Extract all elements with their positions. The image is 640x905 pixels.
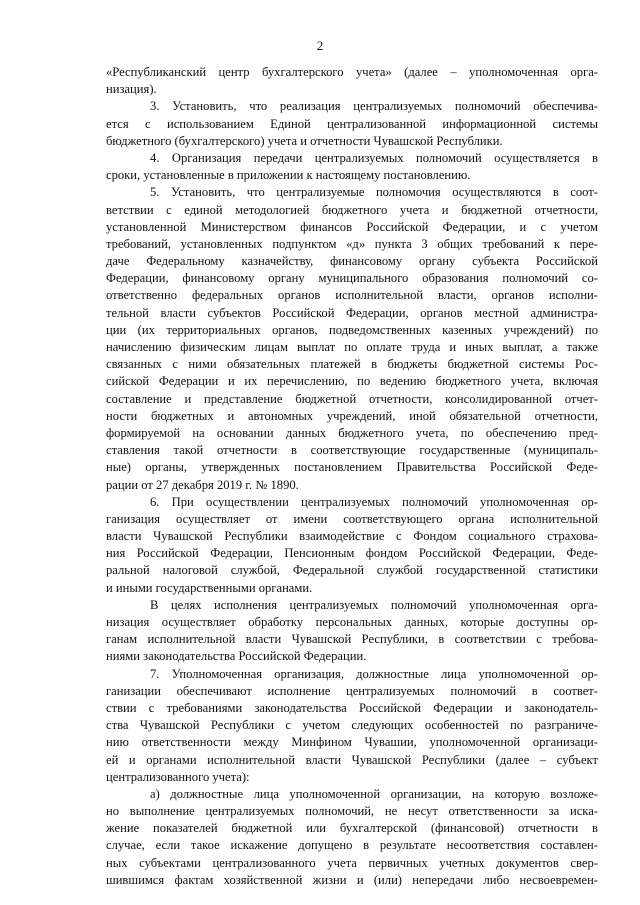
- text-line: шившимся фактам хозяйственной жизни и (или) непередачи либо несвоевремен-: [106, 872, 598, 887]
- text-line: и иными государственными органами.: [106, 580, 313, 595]
- text-line: рации от 27 декабря 2019 г. № 1890.: [106, 477, 299, 492]
- text-line: низация).: [106, 82, 157, 97]
- text-line: 6. При осуществлении централизуемых полномочий уполномоченная ор-: [150, 494, 598, 509]
- text-line: ставления такой отчетности в соответствующие государственные (муниципаль-: [106, 443, 598, 458]
- text-line: централизованного учета):: [106, 769, 250, 784]
- text-line: «Республиканский центр бухгалтерского учета» (далее – уполномоченная орга-: [106, 65, 598, 79]
- text-line: низация осуществляет обработку персональных данных, которые доступны ор-: [106, 615, 598, 629]
- document-body: [106, 64, 598, 889]
- text-line: ральной налоговой службой, Федеральной службой государственной статистики: [106, 563, 598, 578]
- text-line: ния Российской Федерации, Пенсионным фондом Российской Федерации, Феде-: [106, 546, 598, 561]
- text-line: ниями законодательства Российской Федерации.: [106, 649, 367, 664]
- text-line: В целях исполнения централизуемых полномочий уполномоченная орга-: [150, 597, 598, 612]
- text-line: ности бюджетных и автономных учреждений, иной обязательной отчетности,: [106, 408, 598, 423]
- text-line: установленной Министерством финансов Российской Федерации, и с учетом: [106, 219, 598, 234]
- text-line: ответственно федеральных органов исполнительной власти, органов исполни-: [106, 288, 598, 303]
- text-line: даче Федеральному казначейству, финансовому органу субъекта Российской: [106, 254, 598, 269]
- page-number: 2: [316, 38, 324, 53]
- text-line: 5. Установить, что централизуемые полномочия осуществляются в соот-: [150, 185, 598, 200]
- text-line: нию ответственности между Минфином Чувашии, уполномоченной организаци-: [106, 735, 598, 750]
- text-line: начислению физическим лицам выплат по оплате труда и иных выплат, а также: [106, 340, 598, 354]
- text-line: связанных с ними обязательных платежей в бюджеты бюджетной системы Рос-: [106, 357, 598, 372]
- text-line: случае, если такое искажение допущено в результате несоответствия составлен-: [106, 838, 598, 853]
- text-line: тельной власти субъектов Российской Федерации, органов местной администра-: [106, 305, 598, 320]
- text-line: требований, установленных подпунктом «д» пункта 3 общих требований к пере-: [106, 236, 598, 251]
- text-line: власти Чувашской Республики взаимодействие с Фондом социального страхова-: [106, 529, 598, 544]
- text-line: Федерации, финансовому органу муниципального образования полномочий со-: [106, 271, 598, 286]
- text-line: ные) органы, утвержденных постановлением Правительства Российской Феде-: [106, 460, 598, 475]
- text-line: бюджетного (бухгалтерского) учета и отчетности Чувашской Республики.: [106, 133, 503, 148]
- text-line: ется с использованием Единой централизованной информационной системы: [106, 116, 598, 131]
- text-line: ветствии с единой методологией бюджетного учета и бюджетной отчетности,: [106, 202, 598, 217]
- text-line: ганам исполнительной власти Чувашской Республики, в соответствии с требова-: [106, 632, 598, 647]
- text-line: формируемой на основании данных бюджетного учета, по обеспечению пред-: [106, 425, 598, 440]
- text-line: составление и представление бюджетной отчетности, консолидированной отчет-: [106, 391, 598, 406]
- text-line: ствии с требованиями законодательства Российской Федерации и законодатель-: [106, 700, 598, 715]
- text-line: ства Чувашской Республики с учетом следующих особенностей по разграниче-: [106, 718, 598, 733]
- text-line: 3. Установить, что реализация централизуемых полномочий обеспечива-: [150, 99, 598, 114]
- text-line: 7. Уполномоченная организация, должностные лица уполномоченной ор-: [150, 666, 598, 681]
- text-line: ции (их территориальных органов, подведомственных казенных учреждений) по: [106, 322, 598, 337]
- text-line: ганизации обеспечивают исполнение централизуемых полномочий в соответ-: [106, 683, 598, 698]
- text-line: а) должностные лица уполномоченной организации, на которую возложе-: [150, 786, 598, 801]
- text-line: ных субъектами централизованного учета первичных учетных документов свер-: [106, 855, 598, 870]
- text-line: сроки, установленные в приложении к настоящему постановлению.: [106, 168, 471, 183]
- text-line: ей и органами исполнительной власти Чувашской Республики (далее – субъект: [106, 752, 598, 767]
- text-line: жение показателей бюджетной или бухгалтерской (финансовой) отчетности в: [106, 821, 598, 836]
- text-line: но выполнение централизуемых полномочий, не несут ответственности за иска-: [106, 804, 598, 819]
- text-line: ганизация осуществляет от имени соответствующего органа исполнительной: [106, 511, 598, 526]
- text-line: 4. Организация передачи централизуемых полномочий осуществляется в: [150, 150, 598, 165]
- text-line: сийской Федерации и их перечислению, по ведению бюджетного учета, включая: [106, 374, 598, 389]
